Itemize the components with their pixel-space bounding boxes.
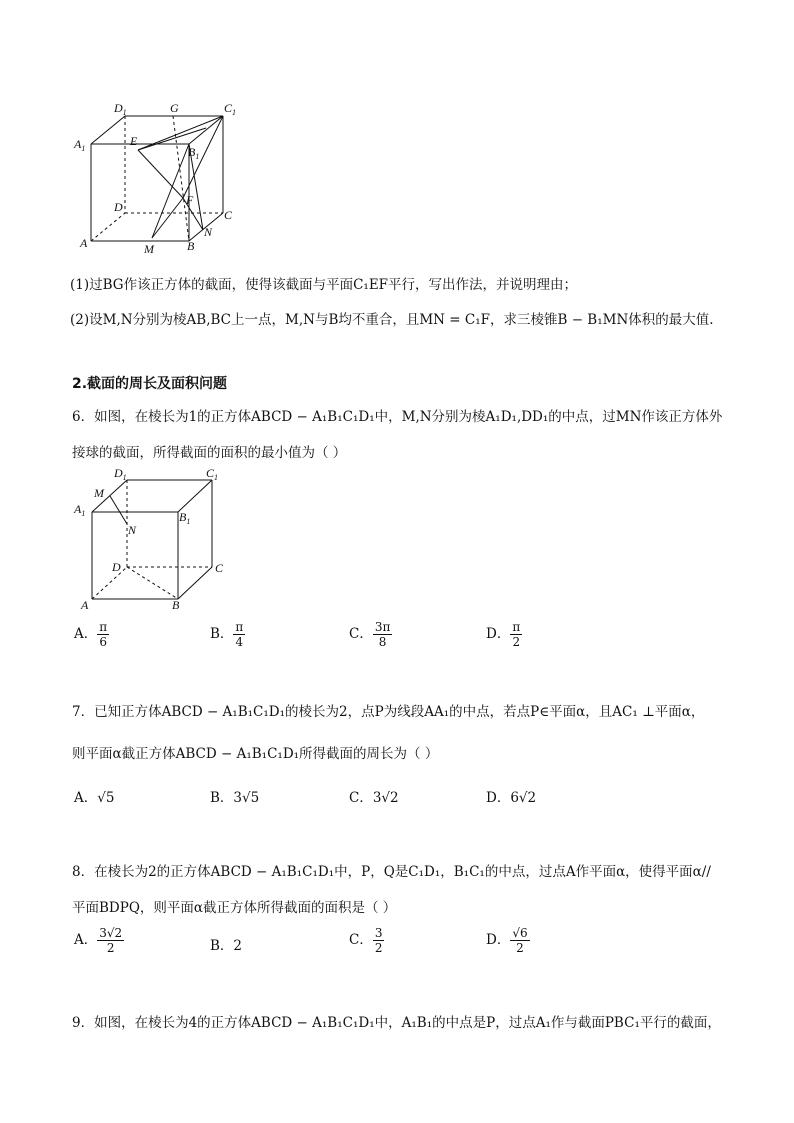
label-A: A: [80, 236, 88, 250]
label-D1: $D_1$: [114, 466, 127, 482]
q6-option-a: A． $\frac{\pi}{6}$: [74, 620, 108, 649]
q7-option-c: C．3√2: [349, 790, 399, 806]
label-B1: $B_1$: [188, 145, 200, 161]
q9-line1: 9．如图，在棱长为4的正方体ABCD − A₁B₁C₁D₁中，A₁B₁的中点是P，过点A₁作与截面PBC₁平行的截面，: [72, 1015, 721, 1031]
q6-line1: 6．如图，在棱长为1的正方体ABCD − A₁B₁C₁D₁中，M,N分别为棱A₁D₁,DD₁的中点，过MN作该正方体外: [72, 409, 723, 425]
q7-option-b: B．3√5: [210, 790, 260, 806]
q8-line1: 8．在棱长为2的正方体ABCD − A₁B₁C₁D₁中，P，Q是C₁D₁，B₁C₁的中点，过点A作平面α，使得平面α//: [72, 864, 711, 880]
label-A1: $A_1$: [74, 137, 86, 153]
label-N: N: [204, 225, 213, 239]
q5-part1: (1)过BG作该正方体的截面，使得该截面与平面C₁EF平行，写出作法，并说明理由；: [70, 277, 578, 293]
label-G: G: [170, 101, 179, 115]
q7-line2: 则平面α截正方体ABCD − A₁B₁C₁D₁所得截面的周长为（ ）: [72, 746, 439, 762]
q8-option-d: D． $\frac{√6}{2}$: [486, 926, 528, 955]
label-F: F: [186, 193, 194, 207]
cube-figure-1: [70, 98, 250, 260]
label-D: D: [114, 200, 123, 214]
label-N: N: [128, 523, 137, 537]
q6-option-c: C． $\frac{3\pi}{8}$: [349, 620, 391, 649]
q7-option-a: A．√5: [74, 790, 115, 806]
label-C1: $C_1$: [224, 101, 237, 117]
label-A1: $A_1$: [74, 502, 86, 518]
label-E: E: [130, 134, 138, 148]
q6-option-b: B． $\frac{\pi}{4}$: [210, 620, 244, 649]
label-D: D: [112, 560, 121, 574]
label-C1: $C_1$: [206, 466, 219, 482]
label-M: M: [144, 242, 154, 256]
label-B1: $B_1$: [179, 510, 191, 526]
q5-part2: (2)设M,N分别为棱AB,BC上一点，M,N与B均不重合，且MN = C₁F，求三棱锥B − B₁MN体积的最大值.: [70, 312, 714, 328]
cube-figure-2: [72, 466, 232, 614]
q7-option-d: D．6√2: [486, 790, 537, 806]
label-M: M: [94, 486, 104, 500]
q7-line1: 7．已知正方体ABCD − A₁B₁C₁D₁的棱长为2，点P为线段AA₁的中点，若点P∈平面α，且AC₁ ⊥平面α，: [72, 704, 705, 720]
label-B: B: [187, 239, 195, 253]
q8-option-c: C． $\frac{3}{2}$: [349, 926, 383, 955]
label-B: B: [172, 598, 180, 612]
label-D1: $D_1$: [114, 101, 127, 117]
q6-line2: 接球的截面，所得截面的面积的最小值为（ ）: [72, 445, 347, 461]
section-heading: 2.截面的周长及面积问题: [72, 376, 228, 392]
q6-option-d: D． $\frac{\pi}{2}$: [486, 620, 521, 649]
q8-line2: 平面BDPQ，则平面α截正方体所得截面的面积是（ ）: [72, 900, 397, 916]
q8-option-a: A． $\frac{3√2}{2}$: [74, 926, 123, 955]
q8-option-b: B．2: [210, 938, 243, 954]
label-C: C: [224, 208, 233, 222]
label-A: A: [81, 598, 89, 612]
label-C: C: [215, 561, 224, 575]
